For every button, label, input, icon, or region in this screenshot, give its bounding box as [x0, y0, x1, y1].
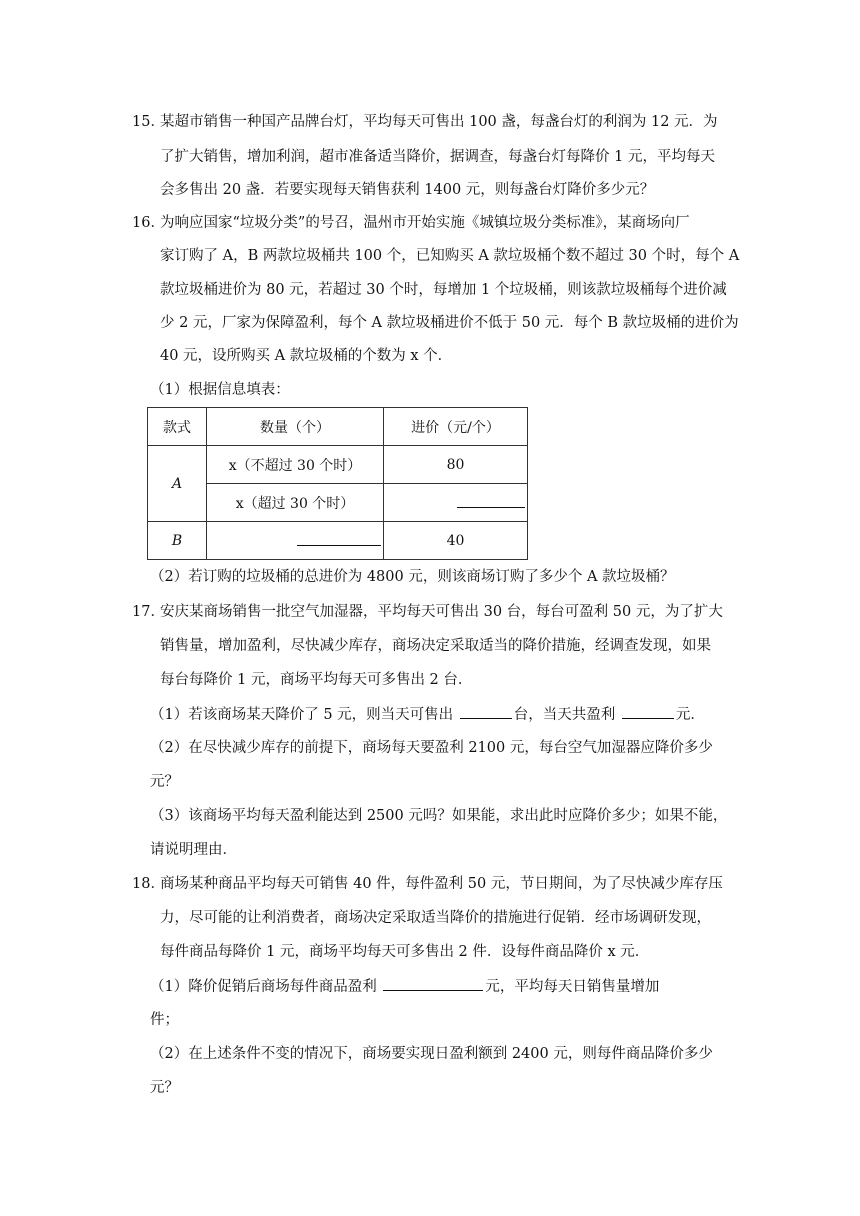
q16-part-2: （2）若订购的垃圾桶的总进价为 4800 元，则该商场订购了多少个 A 款垃圾桶？: [150, 569, 675, 585]
q15-line-2: 了扩大销售，增加利润，超市准备适当降价，据调查，每盏台灯每降价 1 元，平均每天: [160, 149, 715, 165]
q18-part-2-line-1: （2）在上述条件不变的情况下，商场要实现日盈利额到 2400 元，则每件商品降价多少: [150, 1046, 713, 1062]
q18-part-2-line-2: 元？: [150, 1080, 179, 1096]
q17-part-3-line-2: 请说明理由．: [150, 842, 237, 858]
table-row-a-label: A: [148, 446, 207, 522]
q18-part-1-text-a: （1）降价促销后商场每件商品盈利: [150, 979, 377, 995]
q17-line-1: 安庆某商场销售一批空气加湿器，平均每天可售出 30 台，每台可盈利 50 元，为了扩大: [160, 604, 723, 620]
q17-part-2-line-1: （2）在尽快减少库存的前提下，商场每天要盈利 2100 元，每台空气加湿器应降价多少: [150, 740, 713, 756]
q16-line-5: 40 元，设所购买 A 款垃圾桶的个数为 x 个．: [160, 348, 453, 364]
q18-line-1: 商场某种商品平均每天可销售 40 件，每件盈利 50 元，节日期间，为了尽快减少库存压: [160, 876, 723, 892]
q16-number: 16．: [132, 215, 165, 231]
q17-part-1-text-c: 元．: [675, 707, 705, 723]
q17-part-1-text-b: 台，当天共盈利: [513, 707, 616, 723]
q18-part-1-cont: 件；: [150, 1012, 179, 1028]
table-row-a2-price-cell: [384, 484, 528, 522]
answer-blank[interactable]: [460, 704, 512, 719]
q16-line-1: 为响应国家“垃圾分类”的号召，温州市开始实施《城镇垃圾分类标准》，某商场向厂: [160, 215, 690, 231]
table-row-b-price: 40: [384, 522, 528, 560]
q16-line-2: 家订购了 A，B 两款垃圾桶共 100 个，已知购买 A 款垃圾桶个数不超过 30 个时，每个 A: [160, 248, 740, 264]
table-row-b-label: B: [148, 522, 207, 560]
q18-line-3: 每件商品每降价 1 元，商场平均每天可多售出 2 件．设每件商品降价 x 元．: [160, 944, 650, 960]
answer-blank[interactable]: [622, 704, 674, 719]
q17-part-1: [150, 704, 705, 725]
table-row-a2-quantity: x（超过 30 个时）: [207, 484, 384, 522]
q18-part-1: [150, 976, 659, 997]
q15-line-1: 某超市销售一种国产品牌台灯，平均每天可售出 100 盏，每盏台灯的利润为 12 元．为: [160, 114, 718, 130]
q17-part-2-line-2: 元？: [150, 774, 179, 790]
table-header-style: 款式: [148, 408, 207, 446]
q17-part-1-text-a: （1）若该商场某天降价了 5 元，则当天可售出: [150, 707, 454, 723]
q18-part-1-text-b: 元，平均每天日销售量增加: [485, 979, 660, 995]
q15-number: 15．: [132, 114, 165, 130]
q17-part-3-line-1: （3）该商场平均每天盈利能达到 2500 元吗？如果能，求出此时应降价多少；如果不能，: [150, 808, 728, 824]
table-row-a1-price: 80: [384, 446, 528, 484]
q17-number: 17．: [132, 604, 165, 620]
q16-line-4: 少 2 元，厂家为保障盈利，每个 A 款垃圾桶进价不低于 50 元．每个 B 款垃圾桶的进价为: [160, 315, 739, 331]
table-row-a1-quantity: x（不超过 30 个时）: [207, 446, 384, 484]
q16-line-3: 款垃圾桶进价为 80 元，若超过 30 个时，每增加 1 个垃圾桶，则该款垃圾桶每个进价减: [160, 282, 727, 298]
table-header-quantity: 数量（个）: [207, 408, 384, 446]
q18-number: 18．: [132, 876, 165, 892]
q15-line-3: 会多售出 20 盏．若要实现每天销售获利 1400 元，则每盏台灯降价多少元？: [160, 182, 655, 198]
table-row-b-quantity-cell: [207, 522, 384, 560]
q16-part-1: （1）根据信息填表：: [150, 382, 290, 398]
answer-blank[interactable]: [383, 976, 483, 991]
q17-line-2: 销售量，增加盈利，尽快减少库存，商场决定采取适当的降价措施，经调查发现，如果: [160, 638, 711, 654]
answer-blank[interactable]: [297, 531, 381, 546]
q18-line-2: 力，尽可能的让利消费者，商场决定采取适当降价的措施进行促销．经市场调研发现，: [160, 910, 711, 926]
q16-fill-table: [147, 407, 528, 560]
q17-line-3: 每台每降价 1 元，商场平均每天可多售出 2 台．: [160, 672, 473, 688]
answer-blank[interactable]: [457, 493, 525, 508]
table-header-price: 进价（元/个）: [384, 408, 528, 446]
